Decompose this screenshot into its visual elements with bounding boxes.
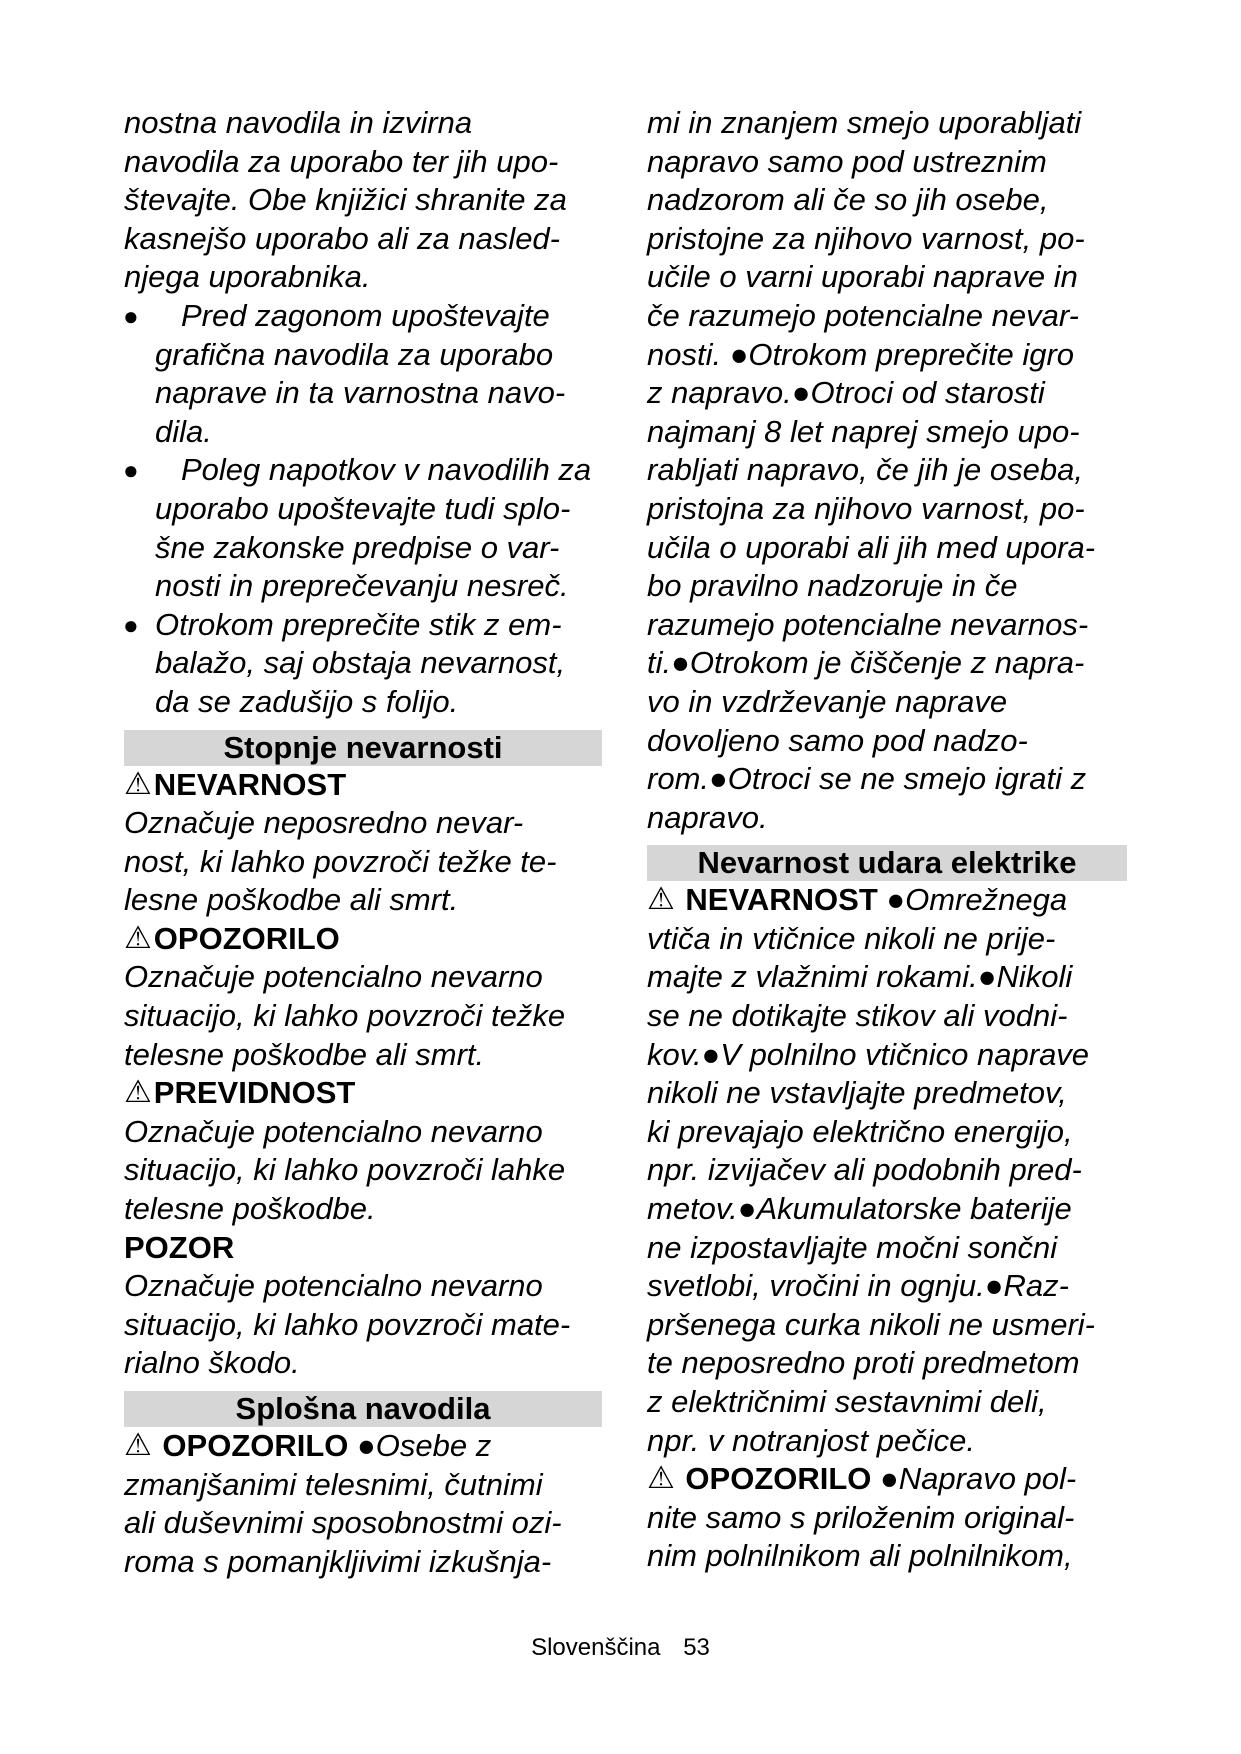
warning-triangle-icon: ⚠ bbox=[124, 765, 152, 801]
signal-word: NEVARNOST bbox=[685, 882, 878, 918]
hazard-level-danger: ⚠NEVARNOST Označuje neposredno nevar- nost, ki lahko povzroči težke te- lesne poškodbe ali smrt. bbox=[124, 765, 557, 918]
warning-triangle-icon: ⚠ bbox=[647, 1460, 675, 1496]
left-column bbox=[124, 104, 602, 1581]
warning-triangle-icon: ⚠ bbox=[124, 919, 152, 955]
signal-word: OPOZORILO bbox=[153, 920, 340, 956]
bullet-item: ● Pred zagonom upoštevajte grafična navodila za uporabo naprave in ta varnostna navo- dila. bbox=[123, 297, 566, 449]
right-column bbox=[647, 104, 1127, 1576]
bullet-item: ● Poleg napotkov v navodilih za uporabo upoštevajte tudi splo- šne zakonske predpise o var- nosti in preprečevanju nesreč. bbox=[123, 452, 592, 604]
electric-shock-warning: ⚠ NEVARNOST ●Omrežnega vtiča in vtičnice nikoli ne prije- majte z vlažnimi rokami.●Nikoli se ne dotikajte stikov ali vodni- kov.●V polnilno vtičnico naprave nikoli ne vstavljajte predmetov, ki prevajajo električno energijo, npr. izvijačev ali podobnih pred- metov.●Akumulatorske baterije ne izpostavljajte močni sončni svetlobi, vročini in ognju.●Raz- pršenega curka nikoli ne usmeri- te neposredno proti predmetom z električnimi sestavnimi deli, npr. v notranjost pečice. bbox=[647, 881, 1095, 1458]
warning-triangle-icon: ⚠ bbox=[124, 1074, 152, 1110]
signal-word: NEVARNOST bbox=[153, 766, 347, 802]
hazard-level-caution: ⚠PREVIDNOST Označuje potencialno nevarno situacijo, ki lahko povzroči lahke telesne poškodbe. bbox=[124, 1074, 566, 1227]
general-instructions: ⚠ OPOZORILO ●Osebe z zmanjšanimi telesnimi, čutnimi ali duševnimi sposobnostmi ozi- roma s pomanjkljivimi izkušnja- bbox=[124, 1427, 562, 1579]
page-footer bbox=[0, 1634, 1241, 1662]
children-safety-text: mi in znanjem smejo uporabljati napravo samo pod ustreznim nadzorom ali če so jih osebe, pristojne za njihovo varnost, po- učile o varni uporabi naprave in če razumejo potencialne nevar- nosti. ●Otrokom preprečite igro z napravo.●Otroci od starosti najmanj 8 let naprej smejo upo- rabljati napravo, če jih je oseba, pristojna za njihovo varnost, po- učila o uporabi ali jih med upora- bo pravilno nadzoruje in če razumejo potencialne nevarnos- ti.●Otrokom je čiščenje z napra- vo in vzdrževanje naprave dovoljeno samo pod nadzo- rom.●Otroci se ne smejo igrati z napravo. bbox=[647, 105, 1096, 835]
warning-triangle-icon: ⚠ bbox=[124, 1427, 152, 1462]
hazard-level-warning: ⚠OPOZORILO Označuje potencialno nevarno situacijo, ki lahko povzroči težke telesne poškodbe ali smrt. bbox=[124, 919, 566, 1072]
bullet-item: ● Otrokom preprečite stik z em- balažo, saj obstaja nevarnost, da se zadušijo s folijo. bbox=[123, 606, 566, 719]
bullet-icon: ● bbox=[123, 300, 139, 331]
hazard-level-notice: POZOR Označuje potencialno nevarno situacijo, ki lahko povzroči mate- rialno škodo. bbox=[124, 1229, 571, 1381]
charging-warning: ⚠ OPOZORILO ●Napravo pol- nite samo s priloženim original- nim polnilnikom ali polnilnikom, bbox=[647, 1460, 1077, 1574]
warning-triangle-icon: ⚠ bbox=[647, 881, 675, 917]
signal-word: OPOZORILO bbox=[685, 1461, 872, 1497]
section-heading: Nevarnost udara elektrike bbox=[647, 845, 1127, 881]
signal-word: POZOR bbox=[124, 1229, 235, 1265]
intro-text: nostna navodila in izvirna navodila za uporabo ter jih upo- števajte. Obe knjižici shranite za kasnejšo uporabo ali za nasled- njega uporabnika. bbox=[124, 105, 567, 295]
page-number: 53 bbox=[683, 1634, 710, 1661]
section-heading: Splošna navodila bbox=[124, 1391, 602, 1427]
signal-word: OPOZORILO bbox=[162, 1428, 349, 1463]
bullet-icon: ● bbox=[123, 455, 139, 486]
signal-word: PREVIDNOST bbox=[153, 1075, 356, 1111]
footer-language: Slovenščina bbox=[531, 1634, 661, 1661]
section-heading: Stopnje nevarnosti bbox=[124, 730, 602, 766]
bullet-icon: ● bbox=[123, 609, 139, 640]
